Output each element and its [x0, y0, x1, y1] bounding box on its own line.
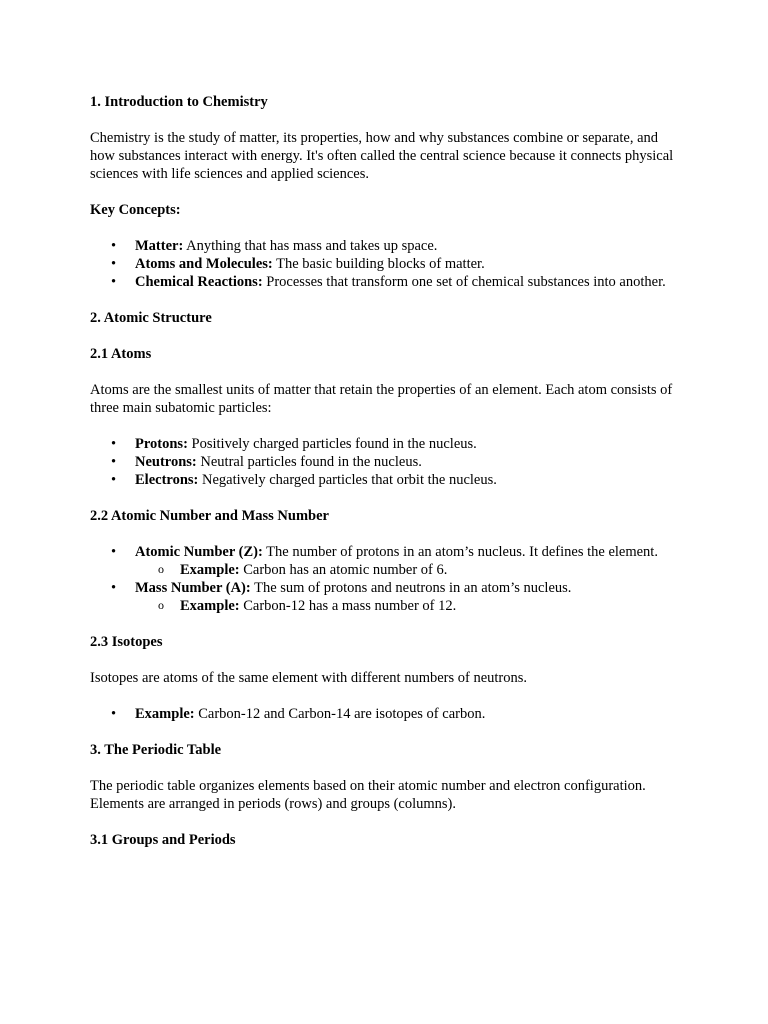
list-item-term: Neutrons: [135, 454, 197, 470]
heading-periodic-table: 3. The Periodic Table [90, 742, 222, 758]
list-item-term: Example: [135, 706, 195, 722]
heading-atoms: 2.1 Atoms [90, 346, 152, 362]
list-item [90, 255, 680, 273]
list-item-text: The number of protons in an atom’s nucleus. It defines the element. [262, 544, 658, 560]
sublist-item [135, 561, 680, 579]
paragraph-atoms: Atoms are the smallest units of matter that retain the properties of an element. Each atom consists of three main subatomic particles: [90, 382, 673, 416]
heading-groups-periods: 3.1 Groups and Periods [90, 832, 236, 848]
list-item-text: Neutral particles found in the nucleus. [196, 454, 422, 470]
list-item-text: Positively charged particles found in the nucleus. [187, 436, 477, 452]
document-body [90, 93, 680, 849]
list-item [90, 453, 680, 471]
sublist-item-text: Carbon-12 has a mass number of 12. [239, 598, 457, 614]
list-item-text: Anything that has mass and takes up space. [183, 238, 438, 254]
list-item-text: Negatively charged particles that orbit the nucleus. [198, 472, 497, 488]
list-item-term: Protons: [135, 436, 188, 452]
paragraph-periodic-table: The periodic table organizes elements based on their atomic number and electron configuration. Elements are arranged in periods (rows) and groups (columns). [90, 778, 646, 812]
paragraph-isotopes: Isotopes are atoms of the same element with different numbers of neutrons. [90, 670, 528, 686]
list-item-text: Processes that transform one set of chemical substances into another. [262, 274, 666, 290]
sublist-item-term: Example: [180, 598, 240, 614]
sublist-wrap [90, 597, 680, 615]
list-item-term: Mass Number (A): [135, 580, 251, 596]
list-item-term: Atomic Number (Z): [135, 544, 263, 560]
list-item-term: Electrons: [135, 472, 199, 488]
particles-list [90, 435, 680, 489]
list-item-text: The sum of protons and neutrons in an atom’s nucleus. [250, 580, 572, 596]
list-item [90, 471, 680, 489]
list-item [90, 237, 680, 255]
list-item-term: Matter: [135, 238, 184, 254]
example-sublist [135, 561, 680, 579]
sublist-item-term: Example: [180, 562, 240, 578]
list-item [90, 579, 680, 597]
list-item [90, 543, 680, 561]
isotopes-list [90, 705, 680, 723]
list-item-term: Chemical Reactions: [135, 274, 263, 290]
list-item [90, 705, 680, 723]
list-item-text: Carbon-12 and Carbon-14 are isotopes of carbon. [194, 706, 486, 722]
key-concepts-list [90, 237, 680, 291]
sublist-item [135, 597, 680, 615]
sublist-item-text: Carbon has an atomic number of 6. [239, 562, 448, 578]
example-sublist [135, 597, 680, 615]
numbers-list [90, 543, 680, 615]
sublist-wrap [90, 561, 680, 579]
list-item [90, 435, 680, 453]
heading-isotopes: 2.3 Isotopes [90, 634, 163, 650]
list-item-term: Atoms and Molecules: [135, 256, 273, 272]
heading-atomic-number: 2.2 Atomic Number and Mass Number [90, 508, 329, 524]
paragraph-intro: Chemistry is the study of matter, its properties, how and why substances combine or separate, and how substances interact with energy. It's often called the central science because it connects physical sciences with life sciences and applied sciences. [90, 130, 674, 182]
heading-key-concepts: Key Concepts: [90, 202, 181, 218]
list-item-text: The basic building blocks of matter. [272, 256, 485, 272]
list-item [90, 273, 680, 291]
heading-intro: 1. Introduction to Chemistry [90, 94, 268, 110]
heading-atomic-structure: 2. Atomic Structure [90, 310, 212, 326]
